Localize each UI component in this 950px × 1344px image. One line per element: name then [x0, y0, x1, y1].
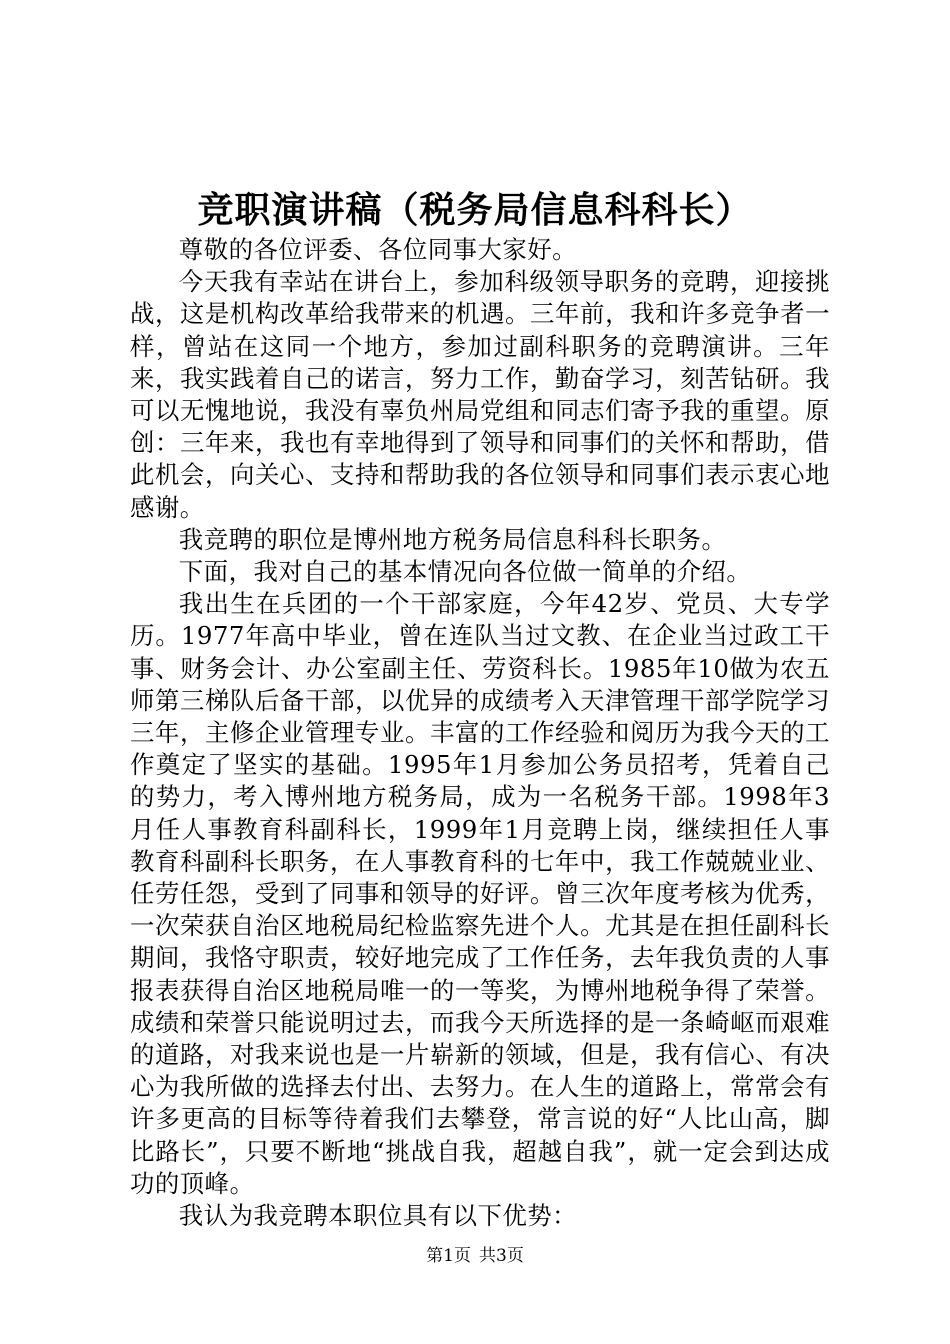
page-footer [0, 1244, 950, 1268]
page-total: 共3页 [479, 1246, 524, 1266]
paragraph-opening: 今天我有幸站在讲台上，参加科级领导职务的竞聘，迎接挑战，这是机构改革给我带来的机遇。三年前，我和许多竞争者一样，曾站在这同一个地方，参加过副科职务的竞聘演讲。三年来，我实践着自己的诺言，努力工作，勤奋学习，刻苦钻研。我可以无愧地说，我没有辜负州局党组和同志们寄予我的重望。原创：三年来，我也有幸地得到了领导和同事们的关怀和帮助，借此机会，向关心、支持和帮助我的各位领导和同事们表示衷心地感谢。 [130, 267, 830, 522]
document-title: 竞职演讲稿（税务局信息科科长） [197, 189, 753, 231]
document-body [130, 234, 830, 1232]
paragraph-greeting: 尊敬的各位评委、各位同事大家好。 [178, 235, 578, 264]
paragraph-intro: 下面，我对自己的基本情况向各位做一简单的介绍。 [178, 557, 752, 587]
paragraph-position: 我竞聘的职位是博州地方税务局信息科科长职务。 [178, 524, 727, 554]
paragraph-advantages: 我认为我竞聘本职位具有以下优势： [178, 1201, 578, 1231]
paragraph-background: 我出生在兵团的一个干部家庭，今年42岁、党员、大专学历。1977年高中毕业，曾在连队当过文教、在企业当过政工干事、财务会计、办公室副主任、劳资科长。1985年10做为农五师第三梯队后备干部，以优异的成绩考入天津管理干部学院学习三年，主修企业管理专业。丰富的工作经验和阅历为我今天的工作奠定了坚实的基础。1995年1月参加公务员招考，凭着自己的势力，考入博州地方税务局，成为一名税务干部。1998年3月任人事教育科副科长，1999年1月竞聘上岗，继续担任人事教育科副科长职务，在人事教育科的七年中，我工作兢兢业业、任劳任怨，受到了同事和领导的好评。曾三次年度考核为优秀，一次荣获自治区地税局纪检监察先进个人。尤其是在担任副科长期间，我恪守职责，较好地完成了工作任务，去年我负责的人事报表获得自治区地税局唯一的一等奖，为博州地税争得了荣誉。成绩和荣誉只能说明过去，而我今天所选择的是一条崎岖而艰难的道路，对我来说也是一片崭新的领域，但是，我有信心、有决心为我所做的选择去付出、去努力。在人生的道路上，常常会有许多更高的目标等待着我们去攀登，常言说的好“人比山高，脚比路长”，只要不断地“挑战自我，超越自我”，就一定会到达成功的顶峰。 [130, 589, 830, 1198]
page-number: 第1页 [426, 1246, 471, 1266]
